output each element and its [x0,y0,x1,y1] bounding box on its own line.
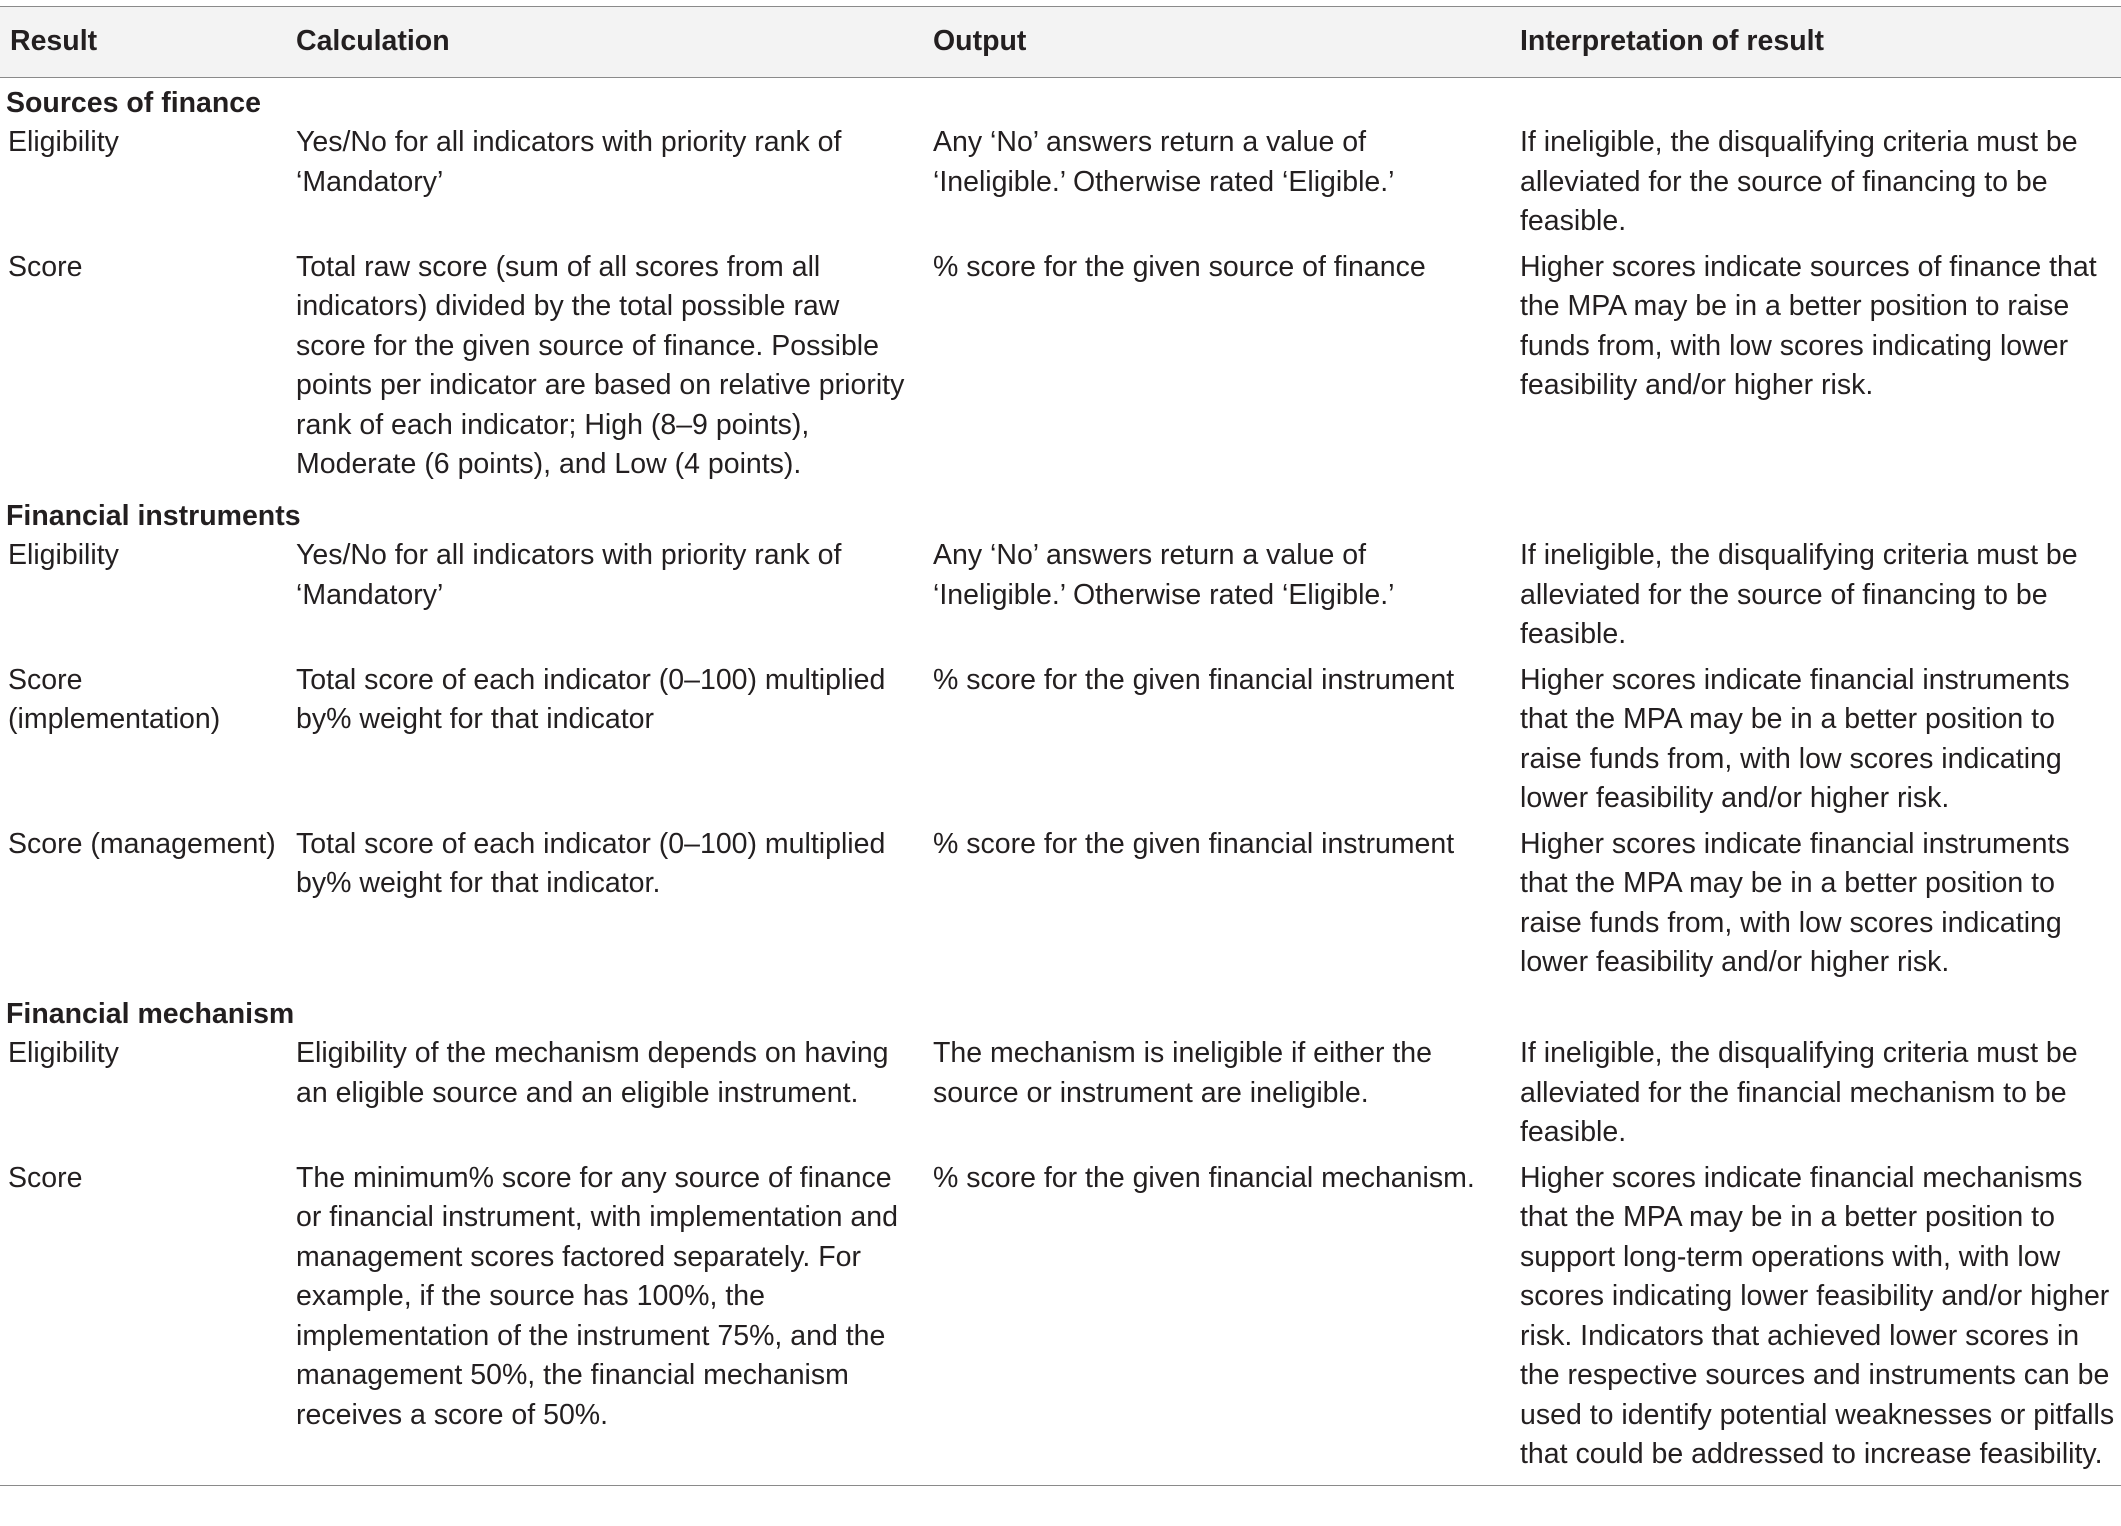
cell-calculation: Total raw score (sum of all scores from all indicators) divided by the total possible raw score for the given source of finance. Possible points per indicator are based on relative priority rank of each indicator; High (8–9 points), Moderate (6 points), and Low (4 points). [296,250,905,480]
cell-result: Score [0,1159,286,1486]
table-header [0,7,2121,78]
header-output: Output [923,7,1510,78]
cell-calculation: The minimum% score for any source of finance or financial instrument, with implementation and management scores factored separately. For example, if the source has 100%, the implementation of the instrument 75%, and the management 50%, the financial mechanism receives a score of 50%. [286,1159,923,1486]
header-interpretation: Interpretation of result [1510,7,2121,78]
cell-interpretation: Higher scores indicate financial mechanisms that the MPA may be in a better position to support long-term operations with, with low scores indicating lower feasibility and/or higher risk. Indicators that achieved lower scores in the respective sources and instruments can be used to identify potential weaknesses or pitfalls that could be addressed to increase feasibility. [1510,1159,2121,1486]
cell-interpretation: Higher scores indicate financial instruments that the MPA may be in a better position to raise funds from, with low scores indicating lower feasibility and/or higher risk. [1520,663,2070,814]
cell-interpretation: Higher scores indicate financial instruments that the MPA may be in a better position to raise funds from, with low scores indicating lower feasibility and/or higher risk. [1520,827,2070,978]
cell-result: Eligibility [8,539,119,571]
section-row-financial-instruments [0,491,2121,537]
cell-output: Any ‘No’ answers return a value of ‘Ineligible.’ Otherwise rated ‘Eligible.’ [933,539,1395,611]
table-row [0,661,2121,825]
section-row-sources-of-finance [0,77,2121,123]
table-body [0,77,2121,1485]
table-row [0,1034,2121,1159]
cell-interpretation: Higher scores indicate sources of finance that the MPA may be in a better position to raise funds from, with low scores indicating lower feasibility and/or higher risk. [1520,250,2097,401]
cell-result: Score (implementation) [8,663,221,735]
cell-calculation: Eligibility of the mechanism depends on having an eligible source and an eligible instrument. [296,1037,889,1109]
cell-output: Any ‘No’ answers return a value of ‘Ineligible.’ Otherwise rated ‘Eligible.’ [933,126,1395,198]
table-row [0,123,2121,248]
cell-output: The mechanism is ineligible if either the source or instrument are ineligible. [933,1037,1432,1109]
cell-result: Eligibility [8,1037,119,1069]
cell-output: % score for the given financial mechanism. [923,1159,1510,1486]
cell-calculation: Total score of each indicator (0–100) multiplied by% weight for that indicator. [296,827,886,899]
table-row [0,1159,2121,1486]
cell-interpretation: If ineligible, the disqualifying criteria must be alleviated for the financial mechanism to be feasible. [1520,1037,2078,1148]
cell-calculation: Yes/No for all indicators with priority rank of ‘Mandatory’ [296,539,842,611]
cell-interpretation: If ineligible, the disqualifying criteria must be alleviated for the source of financing to be feasible. [1520,126,2078,237]
cell-result: Score [8,250,83,283]
table-row [0,248,2121,491]
table-row [0,825,2121,989]
section-title: Sources of finance [6,86,261,119]
cell-calculation: Total score of each indicator (0–100) multiplied by% weight for that indicator [296,663,886,735]
cell-output: % score for the given financial instrument [933,827,1455,860]
section-title: Financial mechanism [6,997,295,1030]
cell-output: % score for the given source of finance [933,250,1426,283]
header-calculation: Calculation [286,7,923,78]
cell-output: % score for the given financial instrument [933,663,1455,696]
header-result: Result [0,7,286,78]
cell-result: Eligibility [8,126,119,158]
table-row [0,536,2121,661]
cell-interpretation: If ineligible, the disqualifying criteria must be alleviated for the source of financing to be feasible. [1520,539,2078,650]
section-row-financial-mechanism [0,989,2121,1035]
results-table [0,6,2121,1486]
cell-calculation: Yes/No for all indicators with priority rank of ‘Mandatory’ [296,126,842,198]
header-row [0,7,2121,78]
section-title: Financial instruments [6,499,301,532]
cell-result: Score (management) [8,827,276,860]
